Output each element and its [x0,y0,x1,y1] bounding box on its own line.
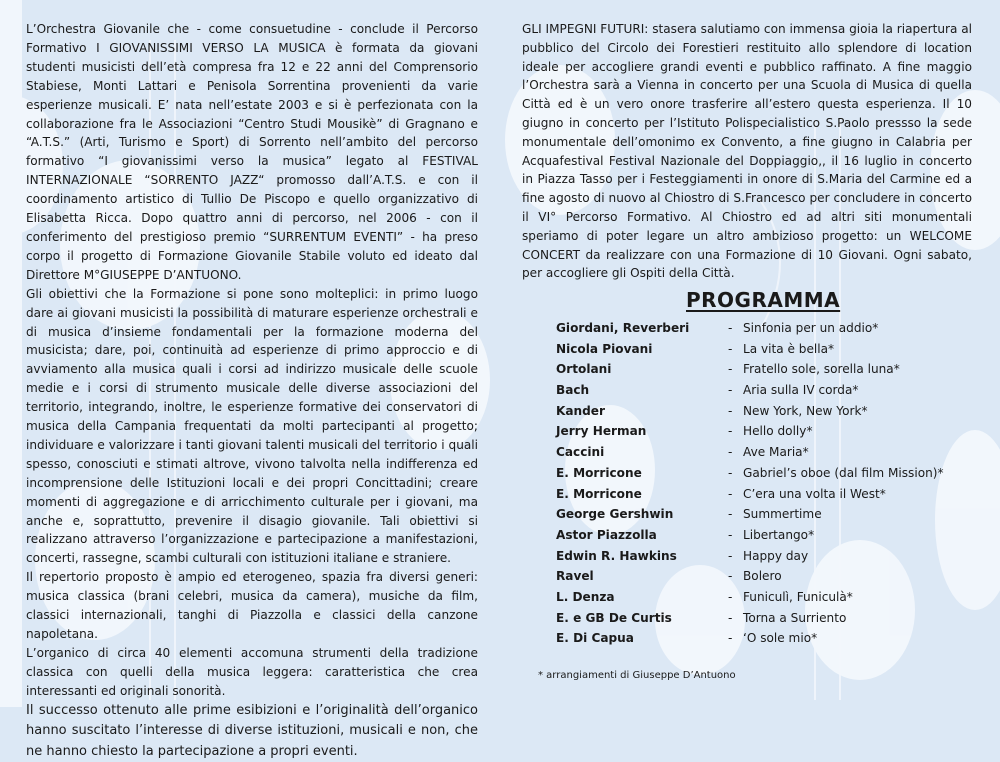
programma-title: PROGRAMMA [686,288,841,312]
program-author: E. Di Capua [556,631,634,646]
program-dash: - [728,341,733,356]
program-dash: - [728,569,733,584]
program-piece: C’era una volta il West* [743,486,886,501]
success-paragraph: Il successo ottenuto alle prime esibizioni e l’originalità dell’organico hanno suscitato l’interesse di diverse istituzioni, musicali e non, che ne hanno chiesto la partecipazione a propri eventi. [26,702,478,759]
program-author: Edwin R. Hawkins [556,548,677,563]
program-item [556,566,976,587]
program-author: L. Denza [556,589,615,604]
program-item [556,421,976,442]
program-author: Ortolani [556,362,612,377]
program-item [556,463,976,484]
program-dash: - [728,548,733,563]
program-item [556,587,976,608]
program-piece: Funiculì, Funiculà* [743,589,853,604]
program-item [556,401,976,422]
program-author: Kander [556,403,605,418]
programma-list [556,318,976,649]
program-dash: - [728,383,733,398]
program-author: E. Morricone [556,465,642,480]
program-piece: Hello dolly* [743,424,813,439]
program-item [556,546,976,567]
program-dash: - [728,589,733,604]
program-author: Bach [556,383,590,398]
program-dash: - [728,631,733,646]
program-piece: Libertango* [743,527,815,542]
future-events-paragraph: GLI IMPEGNI FUTURI: stasera salutiamo con immensa gioia la riapertura al pubblico del Circolo dei Forestieri restituito allo splendore di location ideale per accogliere grandi eventi e pubblico raffinato. A fine maggio l’Orchestra sarà a Vienna in concerto per una Scuola di Musica di quella Città ed è un vero onore trasferire all’estero questa esperienza. Il 10 giugno in concerto per l’Istituto Polispecialistico S.Paolo pressso la sede monumentale dell’omonimo ex Convento, a fine giugno in Calabria per Acquafestival Festival Nazionale del Doppiaggio,, il 16 luglio in concerto in Piazza Tasso per i Festeggiamenti in onore di S.Maria del Carmine ed a fine agosto di nuovo al Chiostro di S.Francesco per concludere in concerto il VI° Percorso Formativo. Al Chiostro ed ad altri siti monumentali speriamo di poter legare un altro ambizioso progetto: un WELCOME CONCERT da realizzare con una Formazione di 10 Giovani. Ogni sabato, per accogliere gli Ospiti della Città. [522,22,972,281]
program-piece: Ave Maria* [743,445,809,460]
program-dash: - [728,486,733,501]
program-piece: Aria sulla IV corda* [743,383,859,398]
program-author: Nicola Piovani [556,341,653,356]
program-item [556,608,976,629]
program-item [556,442,976,463]
repertoire-paragraph: Il repertorio proposto è ampio ed eterogeneo, spazia fra diversi generi: musica classica (brani celebri, musica da camera), musiche da film, classici internazionali, tanghi di Piazzolla e classici della canzone napoletana. [26,570,478,641]
ensemble-paragraph: L’organico di circa 40 elementi accomuna strumenti della tradizione classica con quelli della musica leggera: caratteristica che crea interessanti ed originali sonorità. [26,645,478,698]
program-piece: Torna a Surriento [743,610,847,625]
program-author: E. Morricone [556,486,642,501]
program-dash: - [728,321,733,335]
program-item [556,628,976,649]
future-events-column [522,20,972,283]
program-dash: - [728,403,733,418]
program-dash: - [728,362,733,377]
program-dash: - [728,465,733,480]
program-piece: Happy day [743,548,809,563]
intro-text-column [26,20,478,762]
objectives-paragraph: Gli obiettivi che la Formazione si pone sono molteplici: in primo luogo dare ai giovani musicisti la possibilità di maturare esperienze orchestrali e di musica d’insieme fondamentali per la formazione moderna del musicista; dare, poi, continuità ad esperienze di primo approccio e di avviamento alla musica quali i corsi ad indirizzo musicale delle scuole medie e i corsi di strumento musicale delle diverse associazioni del territorio, integrando, inoltre, le esperienze formative dei conservatori di musica della Campania frequentati da molti partecipanti al progetto; individuare e valorizzare i tanti giovani talenti musicali del territorio i quali spesso, conosciuti e stimati altrove, vivono talvolta nella indifferenza ed incomprensione delle Istituzioni locali e dei propri Concittadini; creare momenti di aggregazione e di arricchimento culturale per i giovani, ma anche e, soprattutto, prevenire il disagio giovanile. Tali obiettivi si realizzano attraverso l’organizzazione e partecipazione a manifestazioni, concerti, rassegne, scambi culturali con istituzioni italiane e straniere. [26,286,478,566]
program-piece: Summertime [743,507,822,522]
program-item [556,504,976,525]
program-dash: - [728,424,733,439]
program-dash: - [728,507,733,522]
program-author: Ravel [556,569,594,584]
program-dash: - [728,445,733,460]
intro-paragraph: L’Orchestra Giovanile che - come consuetudine - conclude il Percorso Formativo I GIOVANISSIMI VERSO LA MUSICA è formata da giovani studenti musicisti dell’età compresa fra 12 e 22 anni del Comprensorio Stabiese, Monti Lattari e Penisola Sorrentina provenienti da varie esperienze musicali. E’ nata nell’estate 2003 e si è perfezionata con la collaborazione fra le Associazioni “Centro Studi Mousikè” di Gragnano e “A.T.S.” (Arti, Turismo e Sport) di Sorrento nell’ambito del percorso formativo “I giovanissimi verso la musica” legato al FESTIVAL INTERNAZIONALE “SORRENTO JAZZ“ promosso dall’A.T.S. e con il coordinamento artistico di Tullio De Piscopo e quello organizzativo di Elisabetta Ricca. Dopo quattro anni di percorso, nel 2006 - con il conferimento del prestigioso premio “SURRENTUM EVENTI” - ha preso corpo il progetto di Formazione Giovanile Stabile voluto ed ideato dal Direttore M°GIUSEPPE D’ANTUONO. [26,22,478,282]
program-dash: - [728,527,733,542]
program-piece: New York, New York* [743,403,868,418]
program-item [556,339,976,360]
arrangement-footnote: * arrangiamenti di Giuseppe D’Antuono [538,670,736,681]
program-author: Caccini [556,445,605,460]
program-piece: Fratello sole, sorella luna* [743,362,900,377]
program-piece: La vita è bella* [743,341,835,356]
program-piece: Sinfonia per un addio* [743,321,879,335]
program-dash: - [728,610,733,625]
program-author: E. e GB De Curtis [556,610,672,625]
program-item [556,525,976,546]
program-item [556,318,976,339]
program-item [556,359,976,380]
program-item [556,380,976,401]
program-piece: Bolero [743,569,782,584]
program-piece: Gabriel’s oboe (dal film Mission)* [743,465,944,480]
program-item [556,484,976,505]
program-piece: ‘O sole mio* [743,631,818,646]
program-author: George Gershwin [556,507,674,522]
program-author: Giordani, Reverberi [556,321,690,335]
program-author: Astor Piazzolla [556,527,657,542]
program-author: Jerry Herman [556,424,647,439]
